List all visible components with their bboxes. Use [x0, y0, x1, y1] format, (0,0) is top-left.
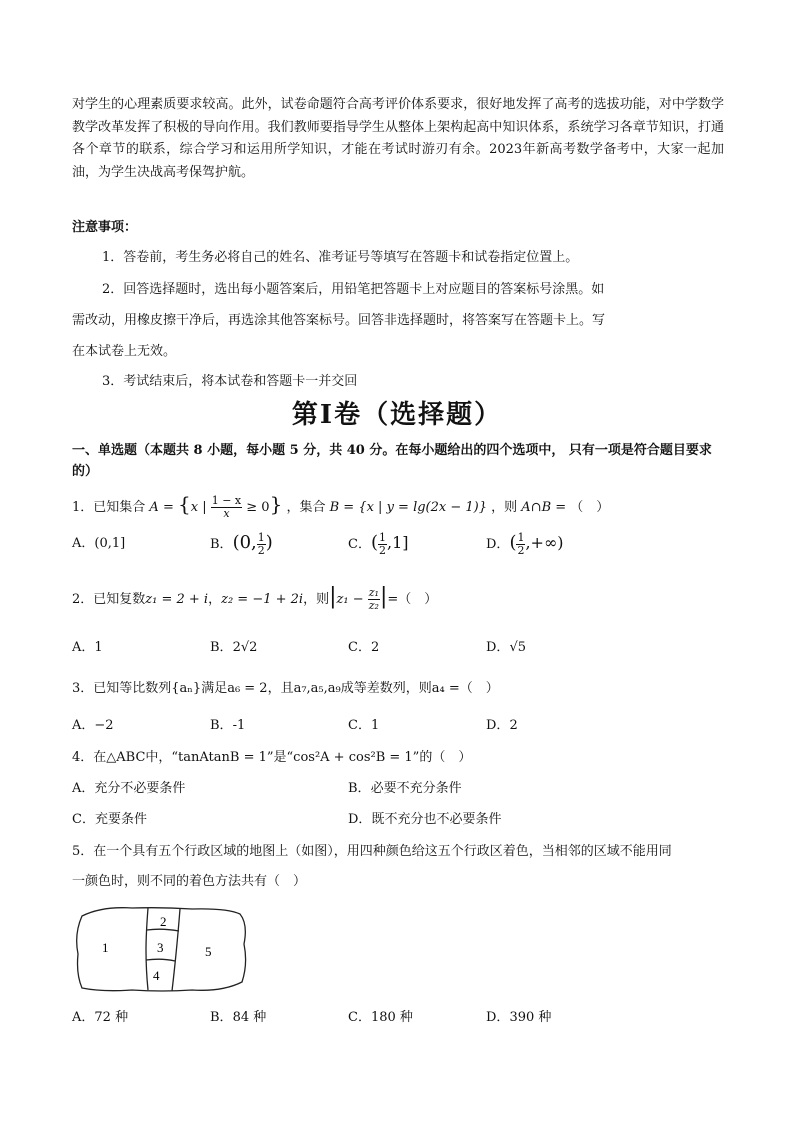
note-3: 3．考试结束后，将本试卷和答题卡一并交回 [102, 374, 358, 389]
q5-option-d: D．390 种 [486, 1010, 552, 1025]
q4-option-c: C．充要条件 [72, 812, 147, 827]
q5-option-b: B．84 种 [210, 1010, 267, 1025]
q1-option-c: C．( $\frac{1}{2}$ ,1] [348, 531, 409, 557]
q2-option-a: A．1 [72, 640, 103, 655]
question-1: 1．已知集合 A = {x | $\frac{1 - x}{x}$ ≥ 0} ，集合 B = {x | y = lg(2x − 1)} ，则 A∩B = （ ） [72, 492, 610, 520]
q2-option-d: D．√5 [486, 640, 526, 655]
region-map-figure [72, 904, 252, 996]
region-label-5: 5 [205, 944, 212, 959]
q1-tail: ，则 [491, 500, 518, 515]
question-5-line-2: 一颜色时，则不同的着色方法共有（ ） [72, 874, 307, 889]
q1-option-b: B．(0, $\frac{1}{2}$ ) [210, 531, 273, 557]
q2-option-b: B．2√2 [210, 640, 258, 655]
q5-option-c: C．180 种 [348, 1010, 413, 1025]
note-2-line-3: 在本试卷上无效。 [72, 344, 177, 359]
map-border-2 [172, 909, 180, 991]
q4-option-d: D．既不充分也不必要条件 [348, 812, 502, 827]
note-2-line-2: 需改动，用橡皮擦干净后，再选涂其他答案标号。回答非选择题时，将答案写在答题卡上。写 [72, 313, 606, 328]
q1-setA-fraction: $\frac{1 - x}{x}$ [211, 494, 242, 520]
q1-mid: ，集合 [286, 500, 326, 515]
q3-option-b: B．-1 [210, 718, 246, 733]
q2-fraction: $\frac{\text{z₁}}{\text{z₂}}$ [368, 586, 379, 612]
note-2-line-1: 2．回答选择题时，选出每小题答案后，用铅笔把答题卡上对应题目的答案标号涂黑。如 [102, 282, 605, 297]
q1-intersection: A∩B = [521, 500, 567, 515]
map-border-1 [146, 908, 148, 990]
map-border-4 [146, 959, 175, 961]
question-2: 2．已知复数z₁ = 2 + i，z₂ = −1 + 2i，则|z₁ − $\frac{\text{z₁}}{\text{z₂}}$ |=（ ） [72, 584, 438, 612]
region-label-1: 1 [102, 940, 109, 955]
question-5-line-1: 5．在一个具有五个行政区域的地图上（如图），用四种颜色给这五个行政区着色，当相邻的区域不能用同 [72, 844, 672, 859]
q3-option-c: C．1 [348, 718, 380, 733]
q2-z1: z₁ = 2 + i [145, 592, 209, 607]
q2-option-c: C．2 [348, 640, 380, 655]
intro-paragraph: 对学生的心理素质要求较高。此外，试卷命题符合高考评价体系要求，很好地发挥了高考的选拔功能，对中学数学教学改革发挥了积极的导向作用。我们教师要指导学生从整体上架构起高中知识体系，系统学习各章节知识，打通各个章节的联系，综合学习和运用所学知识，才能在考试时游刃有余。2023年新高考数学备考中，大家一起加油，为学生决战高考保驾护航。 [72, 97, 724, 180]
q5-option-a: A．72 种 [72, 1010, 129, 1025]
q3-option-d: D．2 [486, 718, 518, 733]
q3-option-a: A．−2 [72, 718, 114, 733]
question-4: 4．在△ABC中，“tanAtanB = 1”是“cos²A + cos²B = 1”的（ ） [72, 750, 472, 765]
q1-prefix: 1．已知集合 [72, 500, 146, 515]
q2-z2: z₂ = −1 + 2i [221, 592, 304, 607]
q1-option-d: D．( $\frac{1}{2}$ ,+∞) [486, 531, 564, 557]
q4-option-b: B．必要不充分条件 [348, 781, 462, 796]
q1-end: （ ） [570, 500, 610, 515]
q1-option-a: A．(0,1] [72, 536, 126, 551]
q1-setB: B = {x | y = lg(2x − 1)} [329, 500, 487, 515]
section-heading: 一、单选题（本题共 8 小题，每小题 5 分，共 40 分。在每小题给出的四个选项中， 只有一项是符合题目要求的） [72, 443, 712, 479]
region-label-2: 2 [160, 914, 167, 929]
note-1: 1．答卷前，考生务必将自己的姓名、准考证号等填写在答题卡和试卷指定位置上。 [102, 250, 579, 265]
question-3: 3．已知等比数列{aₙ}满足a₆ = 2，且a₇,a₅,a₉成等差数列，则a₄ =（ ） [72, 681, 499, 696]
q4-option-a: A．充分不必要条件 [72, 781, 186, 796]
volume-title: 第Ⅰ卷（选择题） [291, 400, 503, 430]
region-label-3: 3 [157, 940, 164, 955]
region-label-4: 4 [153, 968, 160, 983]
map-border-3 [147, 929, 179, 931]
notes-heading: 注意事项： [72, 220, 138, 235]
